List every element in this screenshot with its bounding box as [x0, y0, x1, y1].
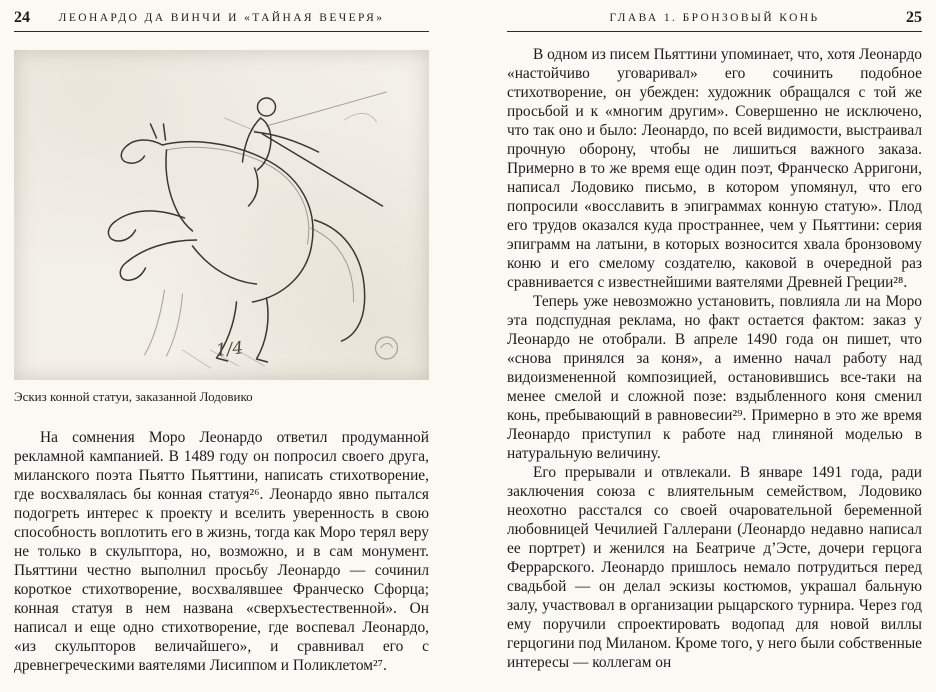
header-rule-left	[14, 31, 429, 32]
running-head-right: ГЛАВА 1. БРОНЗОВЫЙ КОНЬ	[609, 12, 820, 24]
paragraph: Его прерывали и отвлекали. В январе 1491 года, ради заключения союза с влиятельным семейством, Лодовико неохотно расстался со своей очаровательной беременной любовницей Чечилией Галлерани (Леонардо недавно написал ее портрет) и женился на Беатриче д’Эсте, дочери герцога Феррарского. Леонардо пришлось немало потрудиться перед свадьбой — он делал эскизы костюмов, украшал бальную залу, участвовал в организации рыцарского турнира. Через год ему поручили спроектировать водопад для новой виллы герцогини под Миланом. Кроме того, у него были собственные интересы — коллегам он	[507, 464, 923, 671]
front-leg-line	[108, 211, 184, 241]
page-left	[14, 8, 429, 682]
horse-sketch-svg	[14, 50, 429, 380]
page-header-right	[507, 8, 922, 28]
header-rule-right	[507, 31, 922, 32]
horse-back-line	[163, 142, 313, 302]
figure-annotation: 1/4	[214, 338, 245, 361]
page-number-left: 24	[14, 9, 30, 26]
rider-head-circle	[258, 98, 276, 116]
figure-caption: Эскиз конной статуи, заказанной Лодовико	[14, 389, 253, 404]
hind-leg-line	[257, 298, 269, 362]
page-header-left	[14, 8, 429, 28]
lance-line-icon	[267, 92, 387, 126]
tail-line	[315, 220, 365, 341]
collection-stamp-icon	[376, 337, 398, 359]
paragraph: На сомнения Моро Леонардо ответил продуманной рекламной кампанией. В 1489 году он попросил своего друга, миланского поэта Пьятто Пьяттини, написать стихотворение, где восхвалялась бы конная статуя²⁶. Леонардо явно пытался подогреть интерес к проекту и вселить уверенность в свою способность воплотить его в жизнь, тогда как Моро терял веру не только в скульптора, но, возможно, и в сам монумент. Пьяттини честно выполнил просьбу Леонардо — сочинил короткое стихотворение, восхвалявшее Франческо Сфорца; конная статуя в нем названа «сверхъестественной». Он написал и еще одно стихотворение, где воспевал Леонардо, «из скульпторов величайшего», и сравнивал его с древнегреческими ваятелями Лисиппом и Поликлетом²⁷.	[14, 429, 429, 674]
body-text-right	[507, 45, 922, 672]
horse-head-line	[121, 140, 162, 163]
horse-sketch-figure	[14, 50, 429, 380]
running-head-left: ЛЕОНАРДО ДА ВИНЧИ И «ТАЙНАЯ ВЕЧЕРЯ»	[58, 12, 385, 24]
page-number-right: 25	[906, 9, 922, 26]
body-text-left	[14, 428, 429, 675]
paragraph: В одном из писем Пьяттини упоминает, что, хотя Леонардо «настойчиво уговаривал» его сочинить подобное стихотворение, он убежден: художник обращался с той же просьбой и к «многим другим». Совершенно не исключено, что так оно и было: Леонардо, по всей видимости, выстраивал прочную оборону, чтобы не лишиться важного заказа. Примерно в то же время еще один поэт, Франческо Арригони, написал Лодовико письмо, в котором упомянул, что его попросили «восславить в эпиграммах конную статую». Плод его трудов оказался куда пространнее, чем у Пьяттини: серия эпиграмм на латыни, в которых возносится хвала бронзовому коню и его смелому создателю, каковой в очередной раз сравнивается с известнейшими ваятелями Древней Греции²⁸.	[507, 46, 922, 291]
paragraph: Теперь уже невозможно установить, повлияла ли на Моро эта подспудная реклама, но факт остается фактом: заказ у Леонардо не отобрали. В апреле 1490 года он пишет, что «снова принялся за коня», а именно начал работу над видоизмененной композицией, остановившись все-таки на менее смелой и сложной позе: вздыбленного коня сменил конь, пребывающий в равновесии²⁹. Примерно в это же время Леонардо приступил к работе над глиняной моделью в натуральную величину.	[507, 293, 922, 462]
page-right	[507, 8, 922, 682]
